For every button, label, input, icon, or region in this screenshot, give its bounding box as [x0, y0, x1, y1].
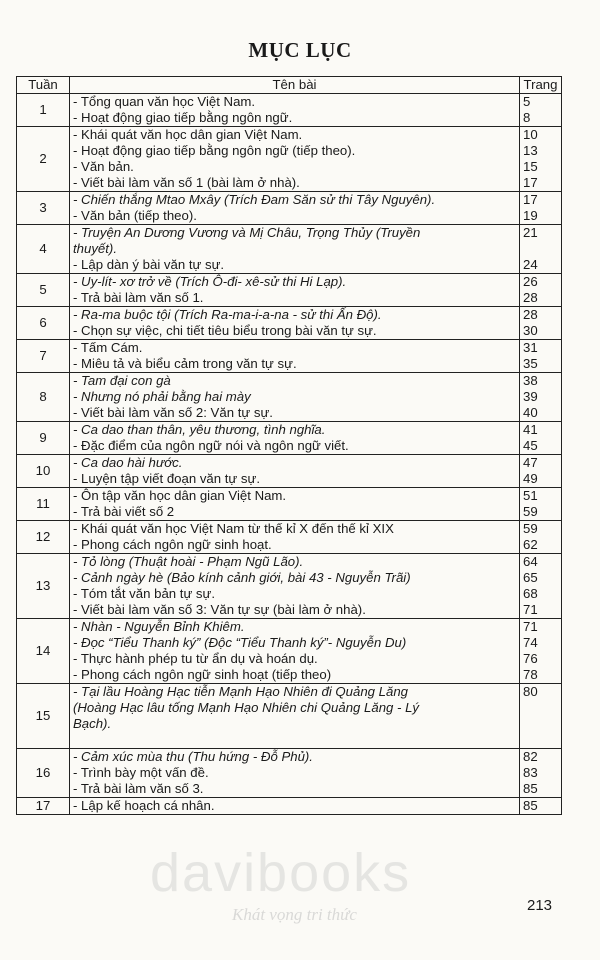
lesson-title: - Đặc điểm của ngôn ngữ nói và ngôn ngữ viết.	[73, 438, 349, 453]
lesson-title: - Uy-lít- xơ trở về (Trích Ô-đi- xê-sử thi Hi Lạp).	[73, 274, 347, 289]
week-number: 1	[17, 94, 70, 127]
page-ref: 30	[523, 323, 538, 338]
page-ref: 45	[523, 438, 538, 453]
lesson-title: - Lập kế hoạch cá nhân.	[73, 798, 215, 813]
page-ref: 71	[523, 619, 538, 634]
lesson-title: - Viết bài làm văn số 3: Văn tự sự (bài làm ở nhà).	[73, 602, 366, 617]
page-ref	[523, 241, 558, 257]
lesson-title: - Trình bày một vấn đề.	[73, 765, 209, 780]
lesson-title: - Tại lầu Hoàng Hạc tiễn Mạnh Hạo Nhiên đi Quảng Lăng	[73, 684, 409, 699]
lesson-titles	[70, 749, 520, 798]
page-numbers	[520, 798, 562, 815]
lesson-title: - Cảnh ngày hè (Bảo kính cảnh giới, bài 43 - Nguyễn Trãi)	[73, 570, 411, 585]
page-ref: 74	[523, 635, 538, 650]
week-number: 3	[17, 192, 70, 225]
lesson-title: - Trả bài làm văn số 3.	[73, 781, 204, 796]
table-row	[17, 455, 562, 488]
week-number: 7	[17, 340, 70, 373]
week-number: 15	[17, 684, 70, 749]
lesson-title: - Khái quát văn học dân gian Việt Nam.	[73, 127, 303, 142]
lesson-titles	[70, 373, 520, 422]
table-row	[17, 619, 562, 684]
page-numbers	[520, 619, 562, 684]
page-ref: 41	[523, 422, 538, 437]
page-ref: 24	[523, 257, 538, 272]
lesson-title: - Chọn sự việc, chi tiết tiêu biểu trong bài văn tự sự.	[73, 323, 377, 338]
week-number: 6	[17, 307, 70, 340]
page-ref: 51	[523, 488, 538, 503]
week-number: 4	[17, 225, 70, 274]
lesson-titles	[70, 340, 520, 373]
lesson-title: - Tỏ lòng (Thuật hoài - Phạm Ngũ Lão).	[73, 554, 304, 569]
header-week: Tuần	[17, 77, 70, 94]
lesson-titles	[70, 798, 520, 815]
page-numbers	[520, 94, 562, 127]
page-ref: 76	[523, 651, 538, 666]
lesson-title: - Phong cách ngôn ngữ sinh hoạt.	[73, 537, 272, 552]
page-ref: 5	[523, 94, 531, 109]
week-number: 13	[17, 554, 70, 619]
table-body	[17, 94, 562, 815]
table-row	[17, 684, 562, 749]
lesson-title: - Viết bài làm văn số 1 (bài làm ở nhà).	[73, 175, 300, 190]
page-numbers	[520, 455, 562, 488]
lesson-title: thuyết).	[73, 241, 117, 256]
page-ref: 68	[523, 586, 538, 601]
lesson-title: - Tấm Cám.	[73, 340, 143, 355]
page-ref: 62	[523, 537, 538, 552]
page-numbers	[520, 192, 562, 225]
lesson-titles	[70, 684, 520, 749]
page-ref: 80	[523, 684, 538, 699]
lesson-title: - Hoạt động giao tiếp bằng ngôn ngữ (tiếp theo).	[73, 143, 356, 158]
lesson-titles	[70, 307, 520, 340]
lesson-title: - Tóm tắt văn bản tự sự.	[73, 586, 216, 601]
table-row	[17, 798, 562, 815]
page-numbers	[520, 127, 562, 192]
page-ref	[523, 716, 558, 732]
lesson-title: - Lập dàn ý bài văn tự sự.	[73, 257, 225, 272]
page-ref: 35	[523, 356, 538, 371]
lesson-title: Bạch).	[73, 716, 112, 731]
page-ref: 59	[523, 504, 538, 519]
lesson-titles	[70, 94, 520, 127]
lesson-title: - Tam đại con gà	[73, 373, 171, 388]
header-page: Trang	[520, 77, 562, 94]
week-number: 5	[17, 274, 70, 307]
lesson-titles	[70, 488, 520, 521]
lesson-title: - Ca dao hài hước.	[73, 455, 183, 470]
page-ref: 47	[523, 455, 538, 470]
table-row	[17, 373, 562, 422]
lesson-titles	[70, 422, 520, 455]
page-ref: 17	[523, 192, 538, 207]
watermark-logo: davibooks	[150, 843, 412, 903]
lesson-title: - Cảm xúc mùa thu (Thu hứng - Đỗ Phủ).	[73, 749, 313, 764]
lesson-titles	[70, 554, 520, 619]
page-ref: 17	[523, 175, 538, 190]
page-ref: 21	[523, 225, 538, 240]
page-ref: 38	[523, 373, 538, 388]
page-numbers	[520, 340, 562, 373]
lesson-title: - Đọc “Tiểu Thanh ký” (Độc “Tiểu Thanh ký”- Nguyễn Du)	[73, 635, 407, 650]
lesson-title: - Nhàn - Nguyễn Bỉnh Khiêm.	[73, 619, 245, 634]
lesson-titles	[70, 192, 520, 225]
page-number: 213	[527, 897, 553, 914]
lesson-titles	[70, 455, 520, 488]
page-numbers	[520, 274, 562, 307]
lesson-title: - Ôn tập văn học dân gian Việt Nam.	[73, 488, 287, 503]
lesson-title: (Hoàng Hạc lâu tống Mạnh Hạo Nhiên chi Quảng Lăng - Lý	[73, 700, 420, 715]
page-ref: 78	[523, 667, 538, 682]
page-ref: 26	[523, 274, 538, 289]
page-ref	[523, 700, 558, 716]
week-number: 9	[17, 422, 70, 455]
lesson-title: - Ra-ma buộc tội (Trích Ra-ma-i-a-na - sử thi Ấn Độ).	[73, 307, 382, 322]
page-numbers	[520, 521, 562, 554]
lesson-title: - Viết bài làm văn số 2: Văn tự sự.	[73, 405, 273, 420]
page-ref: 39	[523, 389, 538, 404]
lesson-title	[73, 732, 516, 748]
table-row	[17, 749, 562, 798]
page-ref: 85	[523, 798, 538, 813]
page-numbers	[520, 225, 562, 274]
page-numbers	[520, 373, 562, 422]
week-number: 10	[17, 455, 70, 488]
page-ref: 59	[523, 521, 538, 536]
header-lesson: Tên bài	[70, 77, 520, 94]
page-numbers	[520, 554, 562, 619]
lesson-titles	[70, 619, 520, 684]
lesson-title: - Miêu tả và biểu cảm trong văn tự sự.	[73, 356, 297, 371]
table-row	[17, 340, 562, 373]
table-row	[17, 274, 562, 307]
table-row	[17, 554, 562, 619]
lesson-title: - Trả bài viết số 2	[73, 504, 175, 519]
table-row	[17, 127, 562, 192]
page-ref: 8	[523, 110, 531, 125]
page-ref: 85	[523, 781, 538, 796]
lesson-titles	[70, 274, 520, 307]
page-numbers	[520, 749, 562, 798]
week-number: 12	[17, 521, 70, 554]
page-numbers	[520, 307, 562, 340]
page-numbers	[520, 422, 562, 455]
lesson-title: - Tổng quan văn học Việt Nam.	[73, 94, 256, 109]
page-ref: 40	[523, 405, 538, 420]
page-ref: 65	[523, 570, 538, 585]
page-ref: 82	[523, 749, 538, 764]
table-of-contents	[16, 76, 562, 815]
lesson-title: - Khái quát văn học Việt Nam từ thế kỉ X đến thế kỉ XIX	[73, 521, 394, 536]
lesson-title: - Truyện An Dương Vương và Mị Châu, Trọng Thủy (Truyền	[73, 225, 421, 240]
lesson-title: - Ca dao than thân, yêu thương, tình nghĩa.	[73, 422, 326, 437]
lesson-titles	[70, 127, 520, 192]
page-title: MỤC LỤC	[248, 38, 352, 62]
page-ref: 64	[523, 554, 538, 569]
page-ref: 13	[523, 143, 538, 158]
page-ref: 31	[523, 340, 538, 355]
page-ref: 10	[523, 127, 538, 142]
week-number: 2	[17, 127, 70, 192]
page-numbers	[520, 488, 562, 521]
table-row	[17, 422, 562, 455]
week-number: 16	[17, 749, 70, 798]
table-row	[17, 94, 562, 127]
lesson-titles	[70, 521, 520, 554]
page-numbers	[520, 684, 562, 749]
page-ref: 28	[523, 290, 538, 305]
table-row	[17, 225, 562, 274]
table-row	[17, 521, 562, 554]
lesson-title: - Chiến thắng Mtao Mxây (Trích Đam Săn sử thi Tây Nguyên).	[73, 192, 436, 207]
lesson-title: - Luyện tập viết đoạn văn tự sự.	[73, 471, 261, 486]
lesson-titles	[70, 225, 520, 274]
table-row	[17, 192, 562, 225]
page-ref: 83	[523, 765, 538, 780]
page-ref: 19	[523, 208, 538, 223]
watermark-tagline: Khát vọng tri thức	[232, 905, 357, 924]
page-ref: 71	[523, 602, 538, 617]
lesson-title: - Văn bản.	[73, 159, 134, 174]
page-ref: 15	[523, 159, 538, 174]
page-ref	[523, 732, 558, 748]
table-header-row	[17, 77, 562, 94]
table-row	[17, 307, 562, 340]
lesson-title: - Hoạt động giao tiếp bằng ngôn ngữ.	[73, 110, 293, 125]
lesson-title: - Nhưng nó phải bằng hai mày	[73, 389, 251, 404]
week-number: 14	[17, 619, 70, 684]
week-number: 8	[17, 373, 70, 422]
lesson-title: - Phong cách ngôn ngữ sinh hoạt (tiếp theo)	[73, 667, 332, 682]
lesson-title: - Thực hành phép tu từ ẩn dụ và hoán dụ.	[73, 651, 318, 666]
lesson-title: - Văn bản (tiếp theo).	[73, 208, 197, 223]
week-number: 17	[17, 798, 70, 815]
page-ref: 49	[523, 471, 538, 486]
week-number: 11	[17, 488, 70, 521]
lesson-title: - Trả bài làm văn số 1.	[73, 290, 204, 305]
page-ref: 28	[523, 307, 538, 322]
table-row	[17, 488, 562, 521]
